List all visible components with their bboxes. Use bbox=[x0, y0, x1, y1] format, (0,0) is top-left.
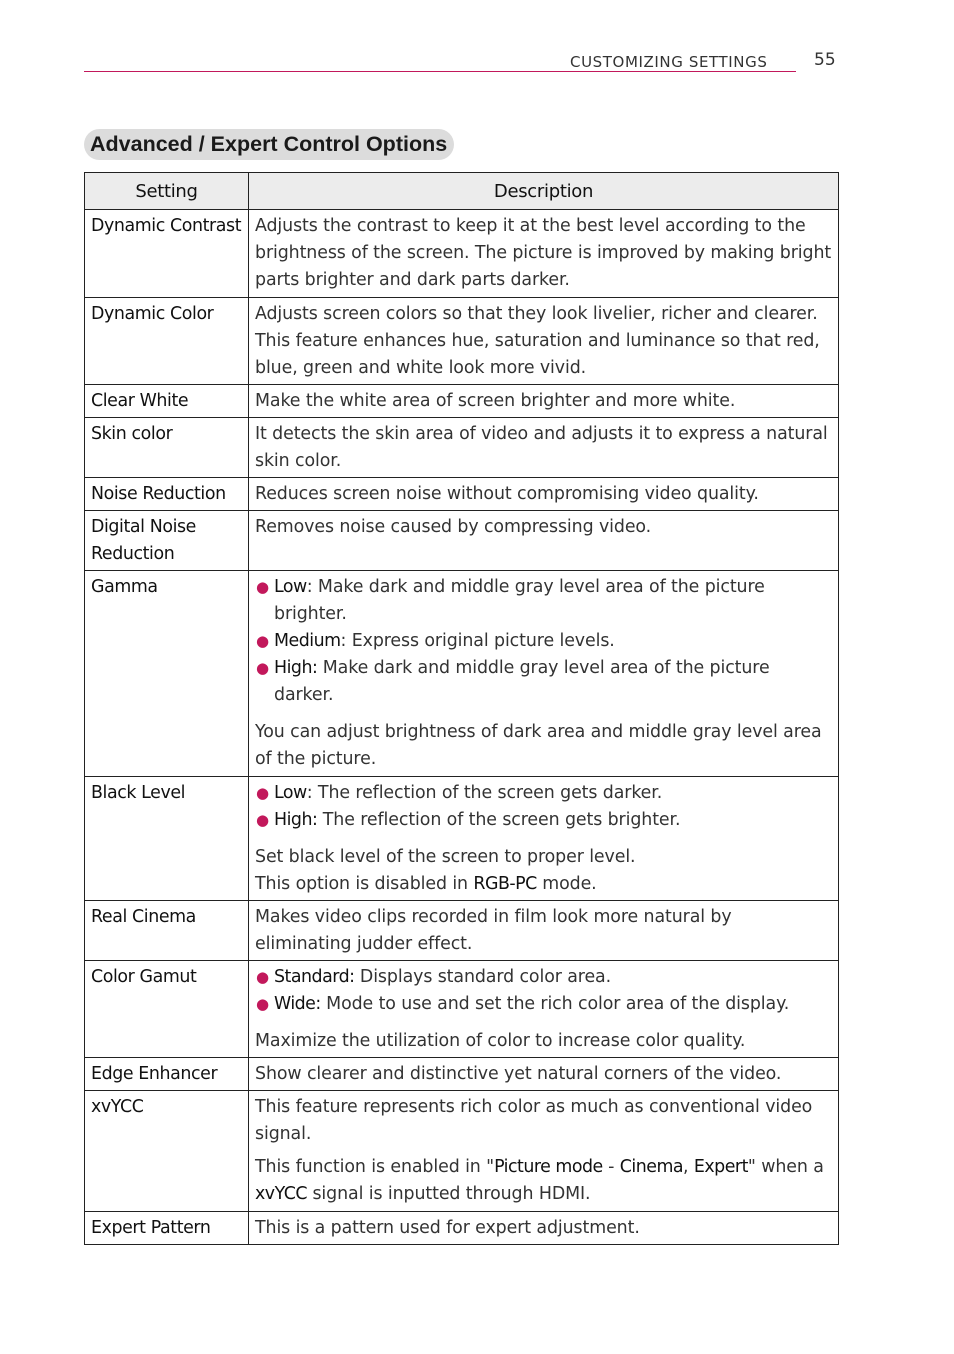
setting-description: Make the white area of screen brighter and more white. bbox=[249, 385, 839, 418]
option-term: High: bbox=[274, 658, 318, 678]
list-item bbox=[255, 780, 832, 807]
setting-description: It detects the skin area of video and adjusts it to express a natural skin color. bbox=[249, 418, 839, 478]
setting-description: Adjusts screen colors so that they look livelier, richer and clearer. This feature enhances hue, saturation and luminance so that red, blue, green and white look more vivid. bbox=[249, 298, 839, 385]
table-row bbox=[85, 298, 839, 385]
setting-name: Skin color bbox=[85, 418, 249, 478]
list-item bbox=[255, 574, 832, 628]
setting-description: This is a pattern used for expert adjustment. bbox=[249, 1212, 839, 1245]
table-row bbox=[85, 1212, 839, 1245]
list-item bbox=[255, 964, 832, 991]
setting-description bbox=[249, 777, 839, 901]
setting-note-disabled bbox=[255, 871, 832, 898]
setting-description bbox=[249, 1091, 839, 1212]
bullet-icon: ● bbox=[256, 811, 269, 829]
setting-name: Gamma bbox=[85, 571, 249, 777]
table-row bbox=[85, 1091, 839, 1212]
bullet-icon: ● bbox=[256, 968, 269, 986]
setting-note bbox=[255, 1154, 832, 1208]
option-term: High: bbox=[274, 810, 318, 830]
option-term: Low bbox=[274, 783, 307, 803]
option-text: Make dark and middle gray level area of the picture darker. bbox=[274, 658, 770, 705]
bullet-list bbox=[255, 574, 832, 709]
bullet-icon: ● bbox=[256, 578, 269, 596]
option-term: Cinema bbox=[619, 1157, 684, 1177]
setting-description bbox=[249, 571, 839, 777]
option-text: : The reflection of the screen gets darker. bbox=[306, 783, 663, 803]
list-item bbox=[255, 807, 832, 834]
bullet-icon: ● bbox=[256, 784, 269, 802]
bullet-list bbox=[255, 780, 832, 834]
setting-name: Expert Pattern bbox=[85, 1212, 249, 1245]
note-text: signal is inputted through HDMI. bbox=[307, 1184, 591, 1204]
note-text: " when a bbox=[747, 1157, 824, 1177]
setting-description-text: This feature represents rich color as much as conventional video signal. bbox=[255, 1097, 813, 1144]
list-item bbox=[255, 655, 832, 709]
setting-description: Adjusts the contrast to keep it at the best level according to the brightness of the screen. The picture is improved by making bright parts brighter and dark parts darker. bbox=[249, 210, 839, 298]
option-term: Low bbox=[274, 577, 307, 597]
setting-description: Makes video clips recorded in film look more natural by eliminating judder effect. bbox=[249, 901, 839, 961]
setting-name: Real Cinema bbox=[85, 901, 249, 961]
setting-name: Digital Noise Reduction bbox=[85, 511, 249, 571]
option-text: Mode to use and set the rich color area of the display. bbox=[320, 994, 790, 1014]
option-term: Medium bbox=[274, 631, 341, 651]
list-item bbox=[255, 628, 832, 655]
setting-name: Black Level bbox=[85, 777, 249, 901]
list-item bbox=[255, 991, 832, 1018]
option-term: Wide: bbox=[274, 994, 321, 1014]
option-term: Standard: bbox=[274, 967, 355, 987]
header-section-title: CUSTOMIZING SETTINGS bbox=[570, 53, 768, 71]
note-text: This function is enabled in " bbox=[255, 1157, 495, 1177]
option-term: RGB-PC bbox=[473, 874, 537, 894]
table-row bbox=[85, 511, 839, 571]
setting-note: You can adjust brightness of dark area and middle gray level area of the picture. bbox=[255, 722, 822, 769]
setting-name: Clear White bbox=[85, 385, 249, 418]
option-term: Picture mode bbox=[494, 1157, 603, 1177]
setting-description: Removes noise caused by compressing video. bbox=[249, 511, 839, 571]
section-title: Advanced / Expert Control Options bbox=[84, 129, 454, 160]
note-text: - bbox=[602, 1157, 620, 1177]
setting-name: xvYCC bbox=[85, 1091, 249, 1212]
column-header-description: Description bbox=[249, 173, 839, 210]
table-row bbox=[85, 571, 839, 777]
bullet-list bbox=[255, 964, 832, 1018]
bullet-icon: ● bbox=[256, 995, 269, 1013]
header-rule bbox=[84, 71, 796, 72]
setting-note: Set black level of the screen to proper level. bbox=[255, 847, 636, 867]
table-header-row bbox=[85, 173, 839, 210]
options-table bbox=[84, 172, 839, 1245]
option-term: Expert bbox=[693, 1157, 748, 1177]
setting-name: Dynamic Contrast bbox=[85, 210, 249, 298]
option-text: Displays standard color area. bbox=[354, 967, 612, 987]
table-row bbox=[85, 901, 839, 961]
table-row bbox=[85, 210, 839, 298]
table-row bbox=[85, 385, 839, 418]
table-row bbox=[85, 961, 839, 1058]
option-text: The reflection of the screen gets brighter. bbox=[317, 810, 681, 830]
option-text: : Express original picture levels. bbox=[340, 631, 615, 651]
setting-description: Reduces screen noise without compromising video quality. bbox=[249, 478, 839, 511]
table-row bbox=[85, 777, 839, 901]
setting-description bbox=[249, 961, 839, 1058]
option-text: : Make dark and middle gray level area of the picture brighter. bbox=[274, 577, 765, 624]
setting-name: Noise Reduction bbox=[85, 478, 249, 511]
note-text: , bbox=[683, 1157, 694, 1177]
column-header-setting: Setting bbox=[85, 173, 249, 210]
setting-note: Maximize the utilization of color to increase color quality. bbox=[255, 1031, 746, 1051]
table-row bbox=[85, 478, 839, 511]
bullet-icon: ● bbox=[256, 632, 269, 650]
page-number: 55 bbox=[814, 50, 836, 70]
setting-name: Dynamic Color bbox=[85, 298, 249, 385]
setting-name: Edge Enhancer bbox=[85, 1058, 249, 1091]
option-term: xvYCC bbox=[255, 1184, 308, 1204]
bullet-icon: ● bbox=[256, 659, 269, 677]
note-text: This option is disabled in bbox=[255, 874, 474, 894]
setting-description: Show clearer and distinctive yet natural corners of the video. bbox=[249, 1058, 839, 1091]
note-text: mode. bbox=[536, 874, 597, 894]
setting-name: Color Gamut bbox=[85, 961, 249, 1058]
table-row bbox=[85, 1058, 839, 1091]
table-row bbox=[85, 418, 839, 478]
